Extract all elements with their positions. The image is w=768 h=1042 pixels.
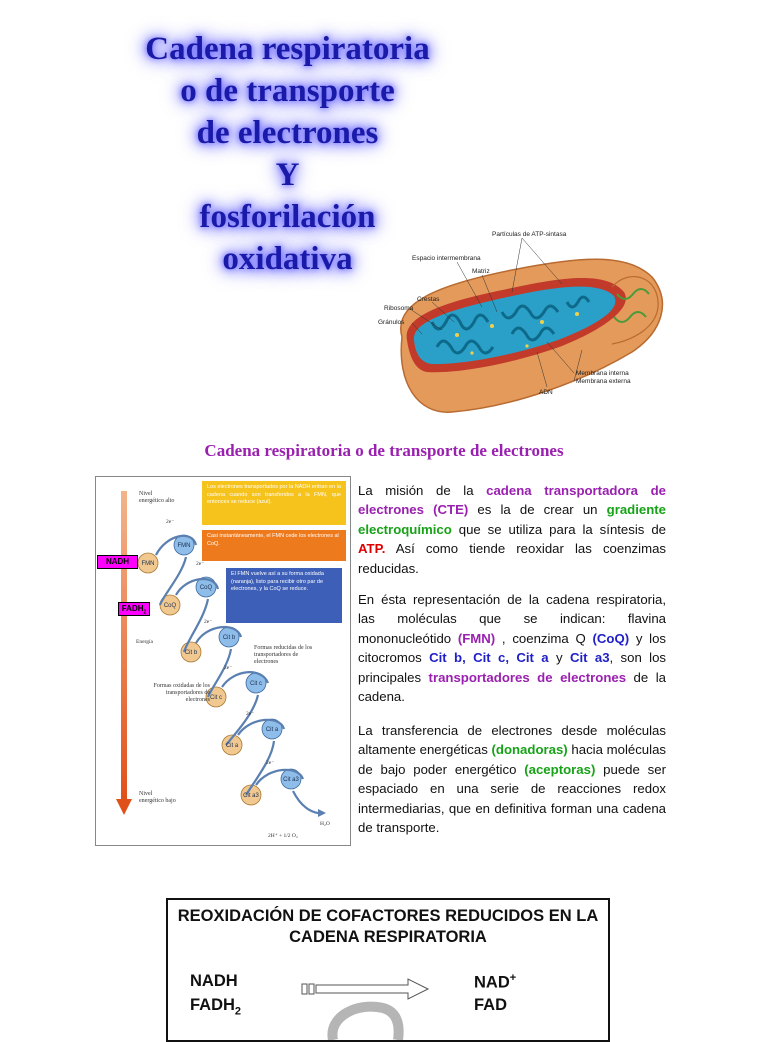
title-line: oxidativa: [222, 241, 353, 277]
high-energy-label: Nivel energético alto: [139, 491, 175, 504]
carrier-cita3-reduced: Cit a3: [283, 777, 299, 783]
paragraph-molecules: En ésta representación de la cadena respiratoria, las moléculas que se indican: flavina mononucleótido (FMN) , coenzima Q (CoQ) y los citocromos Cit b, Cit c, Cit a y Cit a3, son los principales transportadores de electrones de la cadena.: [358, 592, 667, 705]
reoxidation-title: REOXIDACIÓN DE COFACTORES REDUCIDOS EN LA CADENA RESPIRATORIA: [177, 907, 599, 946]
carrier-cita3-oxidized: Cit a3: [243, 793, 259, 799]
carrier-fmn-oxidized: FMN: [141, 561, 155, 567]
label-intermembrane: Espacio intermembrana: [412, 255, 481, 262]
fad-label: FAD: [474, 996, 507, 1014]
label-granules: Gránulos: [378, 319, 405, 326]
electron-label: 2e⁻: [166, 519, 175, 525]
electron-label: 2e⁻: [266, 760, 275, 766]
title-line: Cadena respiratoria: [145, 31, 430, 67]
carrier-citb-reduced: Cit b: [222, 635, 236, 641]
carrier-citc-oxidized: Cit c: [210, 695, 222, 701]
electron-label: 2e⁻: [224, 665, 233, 671]
low-energy-label: Nivel energético bajo: [139, 791, 176, 804]
title-line: o de transporte: [180, 73, 395, 109]
label-outer-membrane: Membrana externa: [576, 378, 631, 385]
reduced-forms-label: Formas reducidas de los transportadores de electrones: [254, 645, 313, 665]
electron-label: 2e⁻: [204, 619, 213, 625]
oxygen-equation: 2H⁺ + 1/2 O₂: [268, 833, 298, 839]
note-fmn-transfer: Casi instantáneamente, el FMN cede los electrones al CoQ.: [202, 530, 346, 561]
water-label: H₂O: [320, 821, 330, 827]
energy-arrow: [121, 491, 127, 803]
fadh2-label: $FADH_2$: [190, 996, 242, 1018]
electron-label: 2e⁻: [246, 711, 255, 717]
paragraph-mission: La misión de la cadena transportadora de electrones (CTE) es la de crear un gradiente electroquímico que se utiliza para la síntesis de ATP. Así como tiende reoxidar las coenzimas reducidas.: [358, 483, 666, 576]
mitochondrion-illustration: [362, 222, 672, 417]
label-crests: Crestas: [417, 296, 440, 303]
fadh2-tag: $FADH_2$: [118, 602, 150, 616]
electron-chain-diagram: [95, 476, 351, 846]
carrier-coq-oxidized: CoQ: [163, 603, 177, 609]
label-atp-synthase: Partículas de ATP-sintasa: [492, 231, 567, 238]
carrier-fmn-reduced: FMN: [177, 543, 191, 549]
carrier-coq-reduced: CoQ: [199, 585, 213, 591]
note-nadh-entry: Los electrones transportados por la NADH entran en la cadena cuando son transferidos a la FMN, que entonces se reduce (azul).: [202, 481, 346, 525]
carrier-citb-oxidized: Cit b: [184, 650, 198, 656]
nad-label: NAD+: [474, 972, 517, 992]
section-heading: Cadena respiratoria o de transporte de electrones: [204, 441, 564, 460]
label-matrix: Matriz: [472, 268, 490, 275]
label-ribosome: Ribosoma: [384, 305, 414, 312]
energy-label: Energía: [136, 639, 154, 645]
title-line: Y: [275, 157, 300, 193]
reoxidation-arrow: [288, 976, 438, 1040]
electron-label: 2e⁻: [196, 561, 205, 567]
title-line: fosforilación: [199, 199, 376, 235]
label-dna: ADN: [539, 389, 553, 396]
carrier-cita-reduced: Cit a: [265, 727, 279, 733]
carrier-cita-oxidized: Cit a: [225, 743, 239, 749]
note-fmn-oxidized: El FMN vuelve así a su forma oxidada (naranja), listo para recibir otro par de electrones, y la CoQ se reduce.: [226, 568, 342, 623]
reoxidation-box: [166, 898, 610, 1042]
oxidized-forms-label: Formas oxidadas de los transportadores de electrones: [153, 683, 210, 703]
title-line: de electrones: [196, 115, 379, 151]
carrier-citc-reduced: Cit c: [250, 681, 262, 687]
nadh-tag: NADH: [97, 555, 138, 569]
label-inner-membrane: Membrana interna: [576, 370, 629, 377]
nadh-label: NADH: [190, 972, 238, 990]
paragraph-transfer: La transferencia de electrones desde moléculas altamente energéticas (donadoras) hacia moléculas de bajo poder energético (aceptoras) puede ser espaciado en una serie de reacciones redox intermediarias, que en definitiva forman una cadena de transporte.: [358, 723, 666, 836]
